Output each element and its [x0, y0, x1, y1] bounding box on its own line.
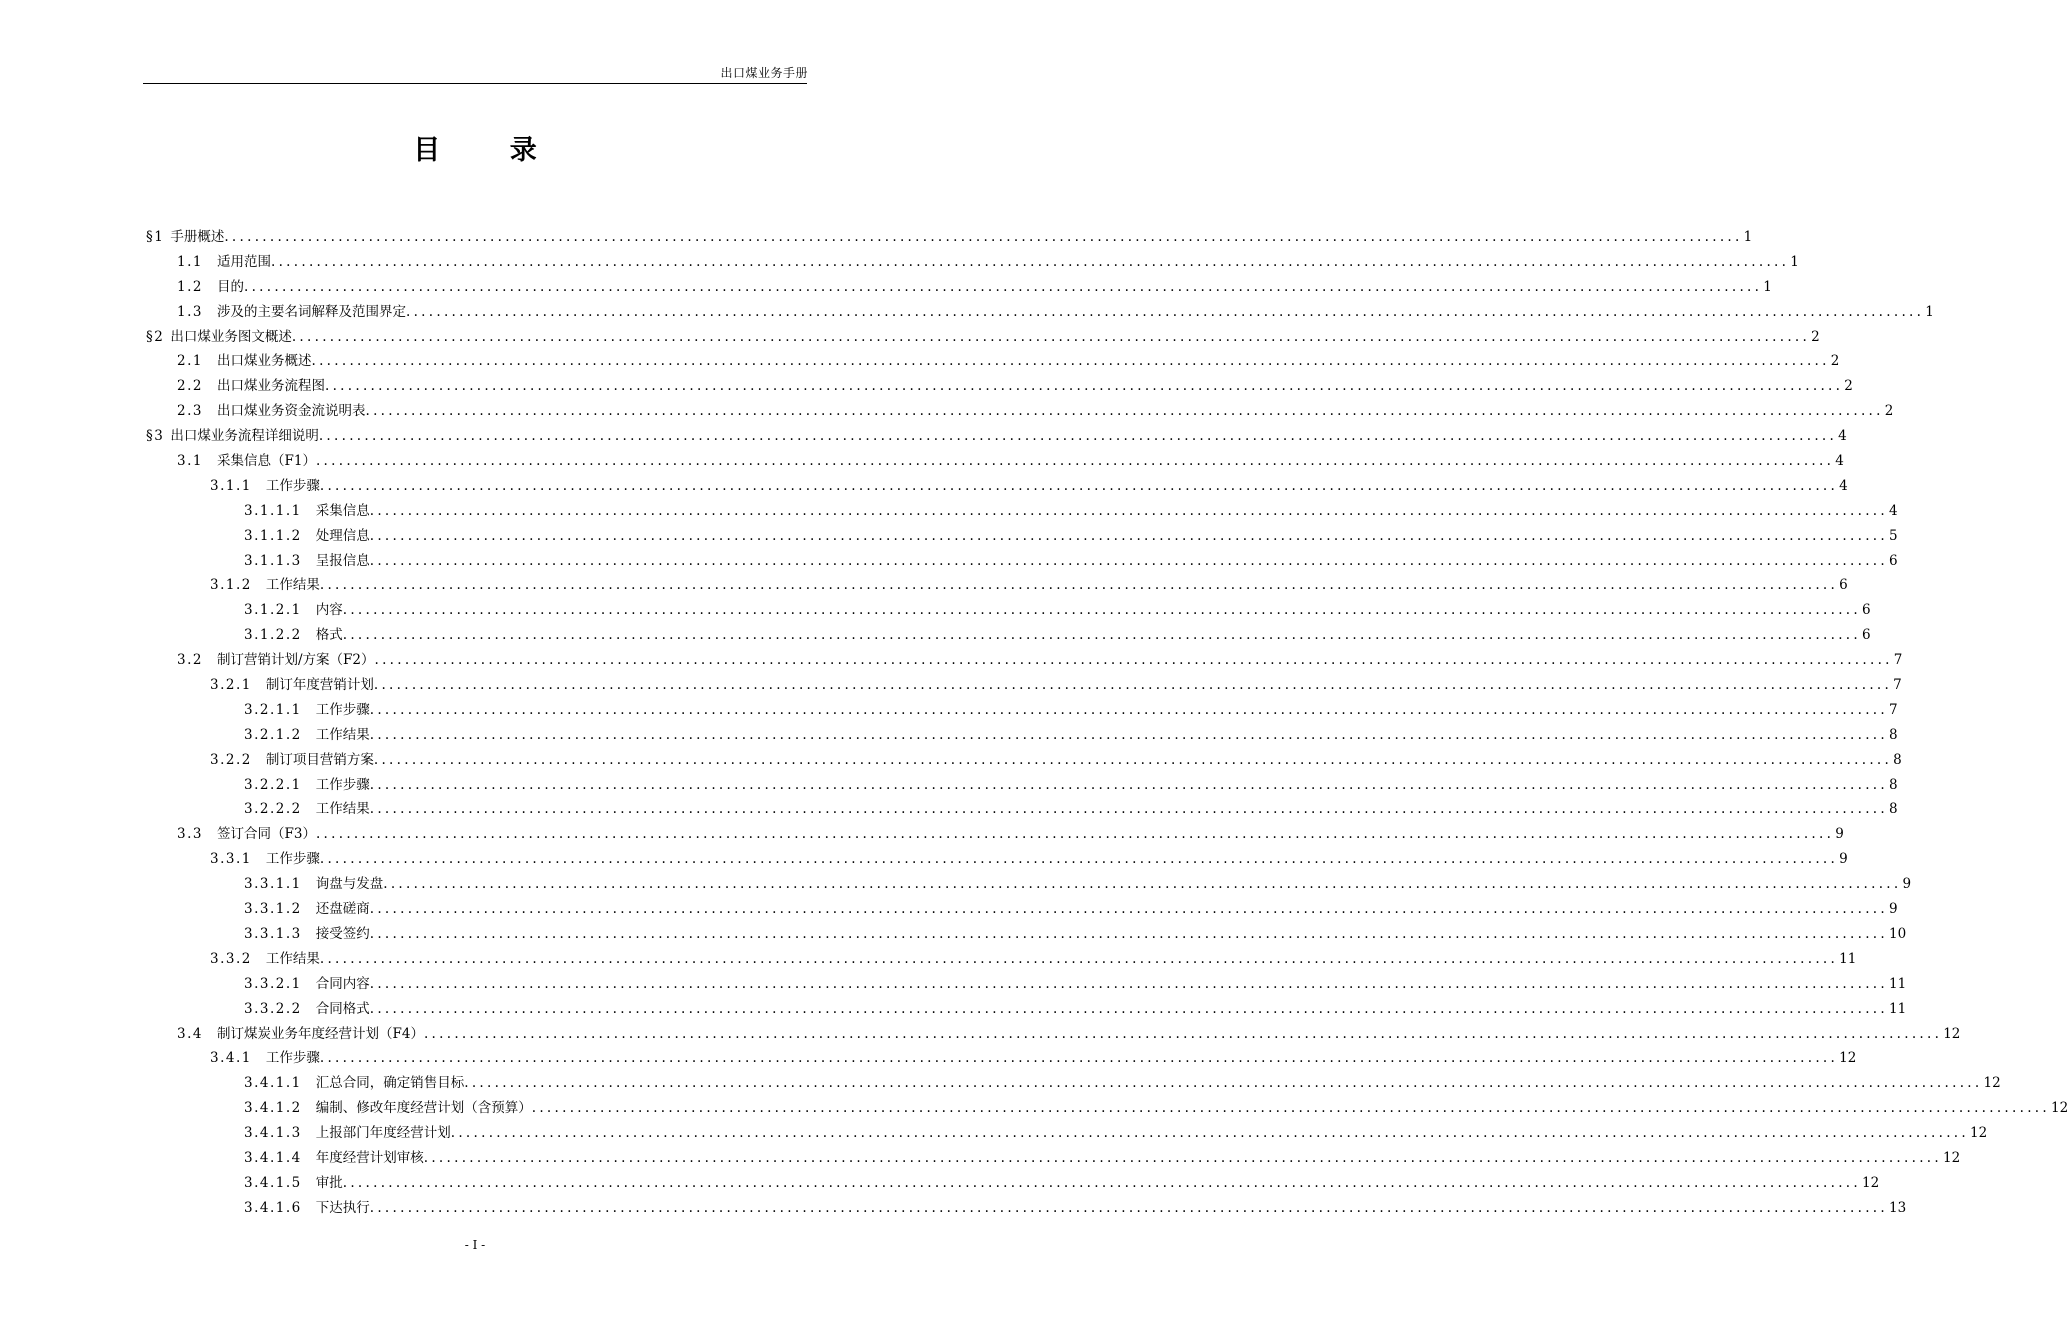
toc-entry[interactable] [146, 325, 1820, 350]
toc-entry-page: 7 [1888, 701, 1898, 718]
toc-entry[interactable] [146, 275, 1772, 300]
dot-leader: ........................................................................................................................................................................................................ [270, 253, 1790, 270]
toc-entry[interactable] [146, 449, 1844, 474]
toc-entry[interactable] [146, 424, 1847, 449]
toc-entry-number: 3.1.1.3 [244, 552, 302, 569]
toc-entry-title: 制订项目营销方案 [265, 751, 374, 768]
toc-entry[interactable] [146, 797, 1898, 822]
toc-entry-number: 3.2.2.2 [244, 801, 302, 818]
toc-entry-page: 12 [1943, 1025, 1961, 1042]
toc-entry-title: 出口煤业务流程详细说明 [170, 428, 319, 445]
toc-entry-number: 3.1.2.2 [244, 627, 302, 644]
toc-entry[interactable] [146, 499, 1898, 524]
toc-entry-page: 12 [1861, 1174, 1880, 1191]
dot-leader: ........................................................................................................................................................................................................ [319, 577, 1839, 594]
toc-entry-page: 6 [1888, 552, 1898, 569]
dot-leader: ........................................................................................................................................................................................................ [291, 328, 1811, 345]
toc-entry[interactable] [146, 947, 1857, 972]
toc-entry-page: 2 [1830, 353, 1840, 370]
toc-entry-number: 2.3 [177, 403, 203, 420]
toc-entry-page: 13 [1888, 1199, 1907, 1216]
toc-entry[interactable] [146, 1096, 2068, 1121]
toc-entry-title: 目的 [216, 278, 244, 295]
toc-entry-title: 工作结果 [315, 801, 370, 818]
toc-entry-title: 出口煤业务资金流说明表 [216, 403, 366, 420]
dot-leader: ........................................................................................................................................................................................................ [243, 278, 1763, 295]
toc-entry-title: 还盘磋商 [315, 901, 370, 918]
toc-entry-number: 3.1.1.2 [244, 527, 302, 544]
toc-entry[interactable] [146, 648, 1903, 673]
toc-entry-title: 手册概述 [170, 229, 225, 245]
toc-entry-title: 接受签约 [315, 925, 370, 942]
toc-entry-page: 9 [1888, 901, 1898, 918]
toc-entry-title: 出口煤业务流程图 [216, 378, 325, 395]
toc-entry-page: 10 [1888, 925, 1907, 942]
toc-entry-page: 11 [1888, 1000, 1907, 1017]
dot-leader: ........................................................................................................................................................................................................ [369, 901, 1888, 918]
dot-leader: ........................................................................................................................................................................................................ [369, 1199, 1888, 1216]
toc-entry[interactable] [146, 349, 1840, 374]
toc-entry[interactable] [146, 673, 1902, 698]
toc-entry[interactable] [146, 748, 1902, 773]
dot-leader: ........................................................................................................................................................................................................ [369, 1000, 1888, 1017]
toc-entry-number: 3.1.2.1 [244, 602, 302, 619]
toc-entry-page: 12 [2050, 1100, 2068, 1117]
toc-entry[interactable] [146, 1022, 1961, 1047]
toc-entry-number: 3.2.1.1 [244, 701, 302, 718]
toc-entry-page: 5 [1888, 527, 1898, 544]
dot-leader: ........................................................................................................................................................................................................ [373, 677, 1893, 694]
toc-entry-page: 6 [1839, 577, 1848, 594]
toc-entry-title: 工作步骤 [265, 1050, 320, 1067]
toc-entry-number: 1.1 [177, 253, 203, 270]
toc-entry-number: 3.4.1.1 [244, 1075, 302, 1092]
dot-leader: ........................................................................................................................................................................................................ [369, 527, 1888, 544]
dot-leader: ........................................................................................................................................................................................................ [464, 1075, 1983, 1092]
toc-entry[interactable] [146, 1071, 2001, 1096]
toc-entry[interactable] [146, 897, 1898, 922]
dot-leader: ........................................................................................................................................................................................................ [369, 975, 1888, 992]
toc-entry-page: 4 [1838, 428, 1847, 445]
toc-entry-number: 3.3 [177, 826, 203, 843]
toc-entry-number: 3.1.2 [210, 577, 252, 594]
toc-entry[interactable] [146, 598, 1871, 623]
toc-entry-page: 1 [1763, 278, 1772, 295]
toc-entry-page: 9 [1835, 826, 1844, 843]
toc-entry-title: 合同格式 [315, 1000, 370, 1017]
toc-entry[interactable] [146, 300, 1934, 325]
dot-leader: ........................................................................................................................................................................................................ [405, 303, 1925, 320]
toc-entry[interactable] [146, 698, 1898, 723]
toc-entry-title: 询盘与发盘 [315, 876, 384, 893]
toc-entry-page: 2 [1884, 403, 1894, 420]
toc-entry-number: §3 [146, 428, 165, 445]
toc-entry-number: 3.3.2.2 [244, 1000, 302, 1017]
toc-entry[interactable] [146, 1046, 1857, 1071]
toc-entry-page: 1 [1790, 253, 1799, 270]
toc-entry-title: 工作步骤 [315, 701, 370, 718]
running-header: 出口煤业务手册 [720, 66, 808, 80]
dot-leader: ........................................................................................................................................................................................................ [315, 453, 1835, 470]
toc-entry[interactable] [146, 1196, 1907, 1221]
dot-leader: ........................................................................................................................................................................................................ [365, 403, 1884, 420]
toc-entry[interactable] [146, 399, 1894, 424]
dot-leader: ........................................................................................................................................................................................................ [318, 428, 1838, 445]
toc-entry-number: 1.2 [177, 278, 203, 295]
toc-entry[interactable] [146, 225, 1753, 250]
toc-entry-number: 3.2 [177, 652, 203, 669]
toc-entry[interactable] [146, 972, 1907, 997]
toc-entry-title: 涉及的主要名词解释及范围界定 [216, 303, 406, 320]
toc-entry-number: 3.2.2.1 [244, 776, 302, 793]
toc-entry-number: 1.3 [177, 303, 203, 320]
dot-leader: ........................................................................................................................................................................................................ [369, 801, 1888, 818]
toc-entry-number: 3.4.1 [210, 1050, 252, 1067]
toc-entry-number: 3.4.1.3 [244, 1125, 302, 1142]
toc-entry-number: 3.3.1.3 [244, 925, 302, 942]
toc-entry-page: 8 [1888, 801, 1898, 818]
header-rule [143, 83, 807, 84]
toc-entry-page: 7 [1893, 677, 1902, 694]
dot-leader: ........................................................................................................................................................................................................ [315, 826, 1835, 843]
page-number: - I - [464, 1238, 486, 1252]
toc-entry-title: 签订合同（F3） [216, 826, 316, 843]
toc-entry-number: 3.3.1.1 [244, 876, 302, 893]
dot-leader: ........................................................................................................................................................................................................ [324, 378, 1844, 395]
toc-entry-title: 呈报信息 [315, 552, 370, 569]
toc-entry-title: 适用范围 [216, 253, 271, 270]
table-of-contents [146, 225, 2068, 1221]
toc-entry-title: 合同内容 [315, 975, 370, 992]
dot-leader: ........................................................................................................................................................................................................ [319, 851, 1839, 868]
toc-entry-title: 审批 [315, 1174, 343, 1191]
toc-entry-page: 1 [1925, 303, 1934, 320]
dot-leader: ........................................................................................................................................................................................................ [369, 552, 1888, 569]
dot-leader: ........................................................................................................................................................................................................ [531, 1100, 2050, 1117]
toc-entry[interactable] [146, 623, 1871, 648]
toc-entry-page: 6 [1861, 602, 1871, 619]
toc-entry[interactable] [146, 1171, 1880, 1196]
toc-entry-page: 8 [1888, 776, 1898, 793]
toc-entry[interactable] [146, 872, 1912, 897]
toc-entry-title: 工作结果 [265, 577, 320, 594]
toc-entry-page: 8 [1893, 751, 1902, 768]
dot-leader: ........................................................................................................................................................................................................ [369, 776, 1888, 793]
toc-entry-page: 8 [1888, 726, 1898, 743]
toc-entry-number: 3.3.1.2 [244, 901, 302, 918]
dot-leader: ........................................................................................................................................................................................................ [319, 950, 1839, 967]
dot-leader: ........................................................................................................................................................................................................ [369, 701, 1888, 718]
dot-leader: ........................................................................................................................................................................................................ [369, 502, 1888, 519]
toc-entry-page: 2 [1844, 378, 1853, 395]
dot-leader: ........................................................................................................................................................................................................ [342, 602, 1861, 619]
dot-leader: ........................................................................................................................................................................................................ [311, 353, 1830, 370]
toc-entry-number: 3.4 [177, 1025, 203, 1042]
toc-entry-number: 3.4.1.5 [244, 1174, 302, 1191]
toc-entry-title: 工作步骤 [315, 776, 370, 793]
toc-entry[interactable] [146, 997, 1907, 1022]
dot-leader: ........................................................................................................................................................................................................ [374, 652, 1893, 669]
toc-entry-page: 6 [1861, 627, 1871, 644]
toc-entry-title: 制订年度营销计划 [265, 677, 374, 694]
toc-entry-number: 3.1 [177, 453, 203, 470]
toc-entry[interactable] [146, 822, 1844, 847]
toc-entry-page: 7 [1893, 652, 1903, 669]
dot-leader: ........................................................................................................................................................................................................ [369, 925, 1888, 942]
toc-entry-number: 3.3.2 [210, 950, 252, 967]
toc-entry-title: 内容 [315, 602, 343, 619]
toc-entry-number: 3.2.2 [210, 751, 252, 768]
toc-entry-page: 1 [1743, 229, 1753, 245]
dot-leader: ........................................................................................................................................................................................................ [423, 1025, 1943, 1042]
toc-entry-number: 3.1.1 [210, 477, 252, 494]
dot-leader: ........................................................................................................................................................................................................ [319, 1050, 1839, 1067]
page-title: 目 录 [413, 135, 567, 166]
toc-entry[interactable] [146, 250, 1799, 275]
toc-entry-title: 制订煤炭业务年度经营计划（F4） [216, 1025, 424, 1042]
toc-entry-title: 出口煤业务概述 [216, 353, 312, 370]
toc-entry-page: 4 [1835, 453, 1844, 470]
toc-entry-page: 4 [1888, 502, 1898, 519]
dot-leader: ........................................................................................................................................................................................................ [369, 726, 1888, 743]
toc-entry-number: §2 [146, 328, 165, 345]
toc-entry-title: 编制、修改年度经营计划（含预算） [315, 1100, 532, 1117]
toc-entry-title: 采集信息（F1） [216, 453, 316, 470]
toc-entry-page: 12 [1839, 1050, 1857, 1067]
toc-entry-number: 3.3.2.1 [244, 975, 302, 992]
toc-entry-number: 3.1.1.1 [244, 502, 302, 519]
toc-entry-page: 2 [1811, 328, 1820, 345]
toc-entry-page: 12 [1942, 1149, 1961, 1166]
toc-entry[interactable] [146, 474, 1848, 499]
toc-entry-page: 9 [1902, 876, 1912, 893]
toc-entry[interactable] [146, 549, 1898, 574]
dot-leader: ........................................................................................................................................................................................................ [224, 229, 1743, 245]
toc-entry-title: 汇总合同，确定销售目标 [315, 1075, 465, 1092]
toc-entry[interactable] [146, 773, 1898, 798]
toc-entry[interactable] [146, 1121, 1988, 1146]
toc-entry-title: 出口煤业务图文概述 [170, 328, 292, 345]
toc-entry[interactable] [146, 524, 1898, 549]
toc-entry[interactable] [146, 374, 1853, 399]
toc-entry-title: 工作步骤 [265, 851, 320, 868]
toc-entry-title: 工作步骤 [265, 477, 320, 494]
toc-entry-title: 处理信息 [315, 527, 370, 544]
toc-entry-number: 3.2.1 [210, 677, 252, 694]
toc-entry[interactable] [146, 847, 1848, 872]
toc-entry-page: 12 [1983, 1075, 2001, 1092]
toc-entry[interactable] [146, 723, 1898, 748]
dot-leader: ........................................................................................................................................................................................................ [319, 477, 1839, 494]
toc-entry-title: 工作结果 [315, 726, 370, 743]
dot-leader: ........................................................................................................................................................................................................ [342, 627, 1861, 644]
toc-entry-title: 上报部门年度经营计划 [315, 1125, 451, 1142]
toc-entry-page: 12 [1969, 1125, 1988, 1142]
toc-entry[interactable] [146, 922, 1907, 947]
dot-leader: ........................................................................................................................................................................................................ [450, 1125, 1969, 1142]
toc-entry-number: 2.1 [177, 353, 203, 370]
toc-entry-number: §1 [146, 229, 165, 245]
toc-entry-title: 采集信息 [315, 502, 370, 519]
toc-entry-number: 2.2 [177, 378, 203, 395]
toc-entry-title: 格式 [315, 627, 343, 644]
dot-leader: ........................................................................................................................................................................................................ [342, 1174, 1861, 1191]
toc-entry-page: 11 [1839, 950, 1857, 967]
toc-entry[interactable] [146, 573, 1848, 598]
toc-entry-page: 9 [1839, 851, 1848, 868]
toc-entry-title: 制订营销计划/方案（F2） [216, 652, 375, 669]
toc-entry-title: 年度经营计划审核 [315, 1149, 424, 1166]
dot-leader: ........................................................................................................................................................................................................ [383, 876, 1902, 893]
toc-entry-title: 工作结果 [265, 950, 320, 967]
toc-entry-number: 3.2.1.2 [244, 726, 302, 743]
toc-entry-number: 3.3.1 [210, 851, 252, 868]
toc-entry-title: 下达执行 [315, 1199, 370, 1216]
toc-entry[interactable] [146, 1146, 1961, 1171]
dot-leader: ........................................................................................................................................................................................................ [423, 1149, 1942, 1166]
toc-entry-number: 3.4.1.6 [244, 1199, 302, 1216]
toc-entry-number: 3.4.1.2 [244, 1100, 302, 1117]
toc-entry-page: 4 [1839, 477, 1848, 494]
dot-leader: ........................................................................................................................................................................................................ [373, 751, 1893, 768]
toc-entry-page: 11 [1888, 975, 1907, 992]
toc-entry-number: 3.4.1.4 [244, 1149, 302, 1166]
